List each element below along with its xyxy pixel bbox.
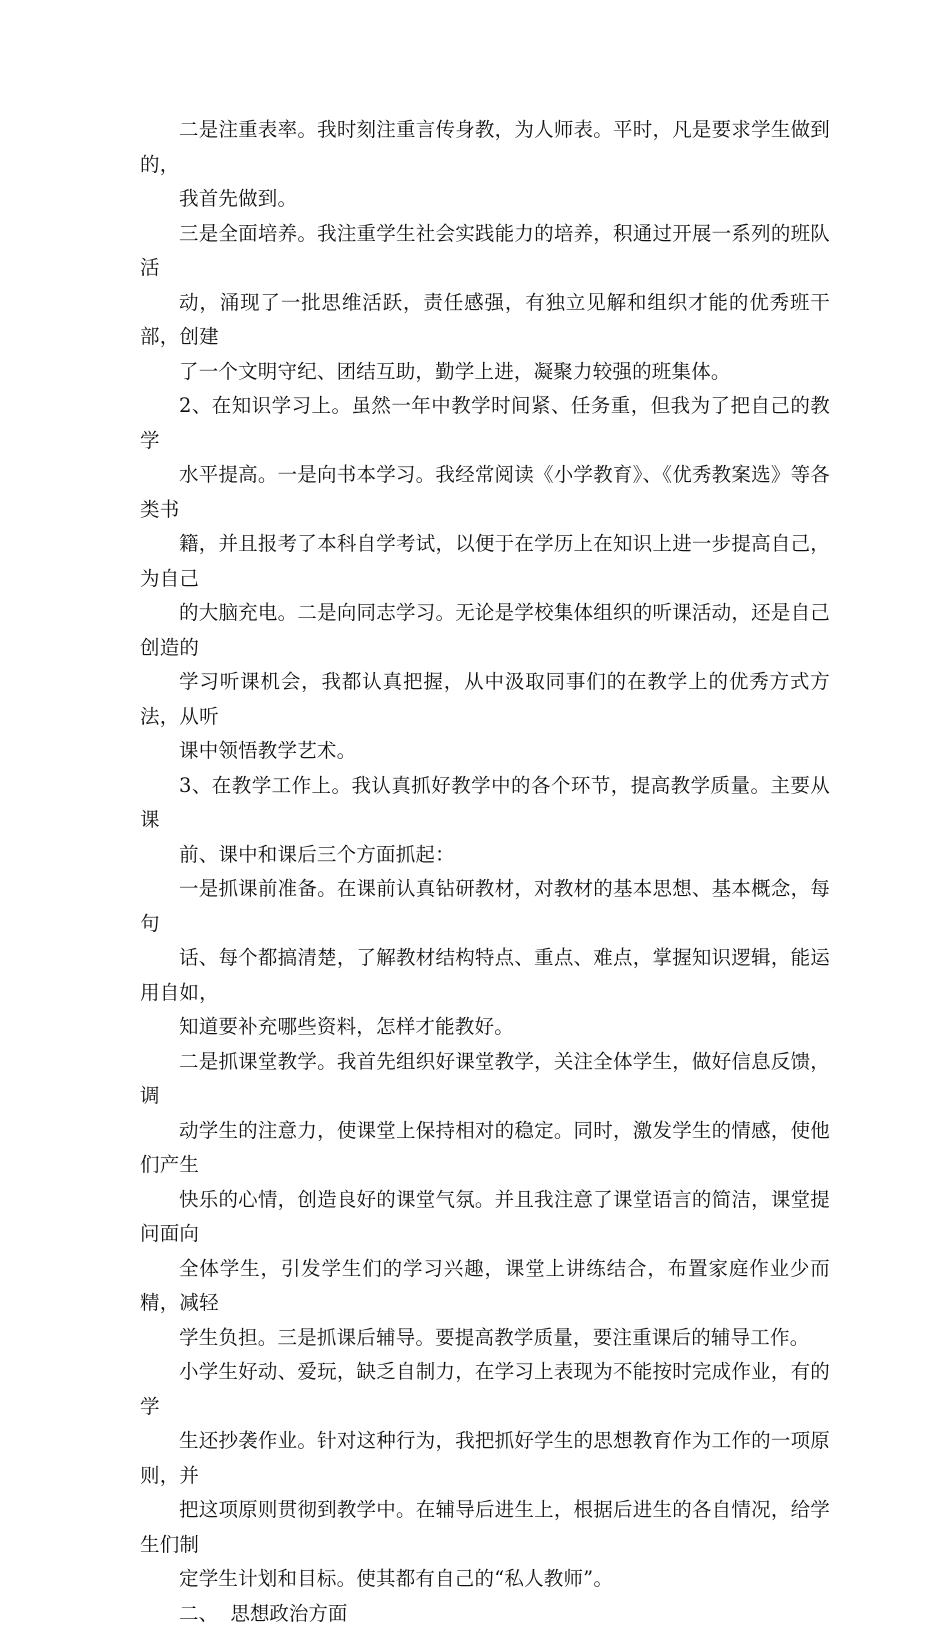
text-line: 全体学生，引发学生们的学习兴趣，课堂上讲练结合，布置家庭作业少而精，减轻 [140,1252,830,1321]
text-line: 快乐的心情，创造良好的课堂气氛。并且我注意了课堂语言的简洁，课堂提问面向 [140,1183,830,1252]
text-line: 籍，并且报考了本科自学考试，以便于在学历上在知识上进一步提高自己，为自己 [140,527,830,596]
text-line: 话、每个都搞清楚，了解教材结构特点、重点、难点，掌握知识逻辑，能运用自如， [140,941,830,1010]
text-line: 小学生好动、爱玩，缺乏自制力，在学习上表现为不能按时完成作业，有的学 [140,1355,830,1424]
text-line: 学习听课机会，我都认真把握，从中汲取同事们的在教学上的优秀方式方法，从听 [140,665,830,734]
text-line: 的大脑充电。二是向同志学习。无论是学校集体组织的听课活动，还是自己创造的 [140,596,830,665]
paragraph-knowledge-learning [140,389,830,769]
text-line: 生还抄袭作业。针对这种行为，我把抓好学生的思想教育作为工作的一项原则，并 [140,1424,830,1493]
text-line: 动学生的注意力，使课堂上保持相对的稳定。同时，激发学生的情感，使他们产生 [140,1114,830,1183]
text-line: 把这项原则贯彻到教学中。在辅导后进生上，根据后进生的各自情况，给学生们制 [140,1493,830,1562]
text-line: 学生负担。三是抓课后辅导。要提高教学质量，要注重课后的辅导工作。 [140,1321,830,1356]
paragraph-lesson-preparation [140,872,830,1045]
text-line: 前、课中和课后三个方面抓起： [140,838,830,873]
paragraph-student-guidance [140,1355,830,1597]
text-line: 水平提高。一是向书本学习。我经常阅读《小学教育》、《优秀教案选》等各类书 [140,458,830,527]
text-line: 了一个文明守纪、团结互助，勤学上进，凝聚力较强的班集体。 [140,355,830,390]
text-line: 一是抓课前准备。在课前认真钻研教材，对教材的基本思想、基本概念，每句 [140,872,830,941]
document-body [140,113,830,1631]
text-line: 定学生计划和目标。使其都有自己的“私人教师”。 [140,1562,830,1597]
paragraph-teaching-work [140,769,830,873]
paragraph-lead-by-example [140,113,830,217]
text-line: 我首先做到。 [140,182,830,217]
section-heading: 二、 思想政治方面 [140,1597,830,1631]
text-line: 2、在知识学习上。虽然一年中教学时间紧、任务重，但我为了把自己的教学 [140,389,830,458]
text-line: 二是抓课堂教学。我首先组织好课堂教学，关注全体学生，做好信息反馈，调 [140,1045,830,1114]
text-line: 三是全面培养。我注重学生社会实践能力的培养，积通过开展一系列的班队活 [140,217,830,286]
text-line: 3、在教学工作上。我认真抓好教学中的各个环节，提高教学质量。主要从课 [140,769,830,838]
paragraph-classroom-teaching [140,1045,830,1356]
text-line: 课中领悟教学艺术。 [140,734,830,769]
text-line: 知道要补充哪些资料，怎样才能教好。 [140,1010,830,1045]
text-line: 二是注重表率。我时刻注重言传身教，为人师表。平时，凡是要求学生做到的， [140,113,830,182]
text-line: 动，涌现了一批思维活跃，责任感强，有独立见解和组织才能的优秀班干部，创建 [140,286,830,355]
paragraph-comprehensive-training [140,217,830,390]
